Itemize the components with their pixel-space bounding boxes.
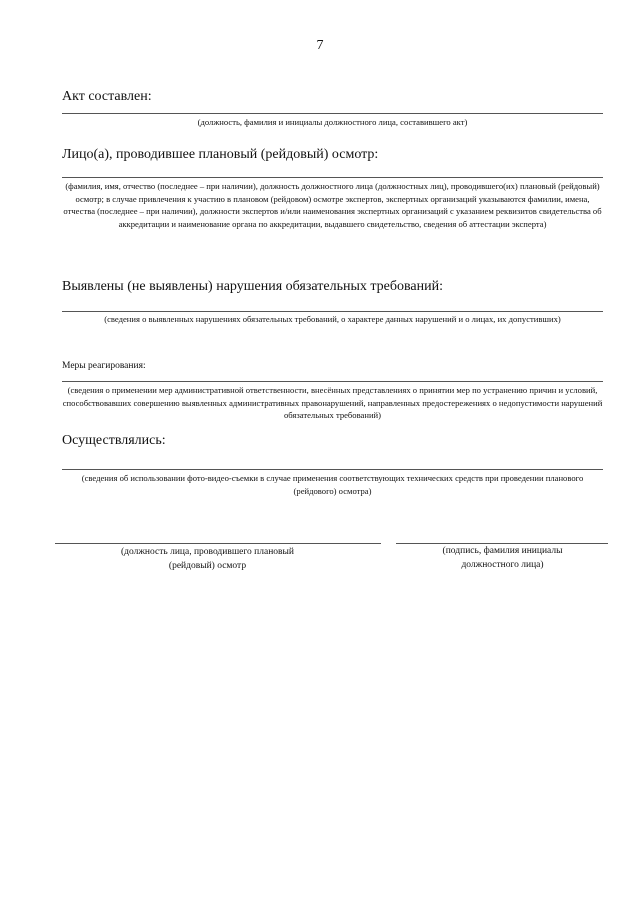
violations-heading: Выявлены (не выявлены) нарушения обязательных требований: <box>62 279 443 294</box>
signature-left-caption: (должность лица, проводившего плановый (рейдовый) осмотр <box>121 547 294 571</box>
inspector-line <box>62 177 603 178</box>
page-number: 7 <box>316 38 324 53</box>
response-heading: Меры реагирования: <box>62 361 146 371</box>
response-line <box>62 381 603 382</box>
performed-heading: Осуществлялись: <box>62 433 166 448</box>
violations-line <box>62 311 603 312</box>
response-caption: (сведения о применении мер административной ответственности, внесённых представлениях о принятии мер по устранению причин и условий, способствовавших совершению выявленных административных правонарушений, направленных предостережениях о недопустимости нарушений обязательных требований) <box>62 385 603 420</box>
violations-caption: (сведения о выявленных нарушениях обязательных требований, о характере данных нарушений и о лицах, их допустивших) <box>104 314 561 324</box>
act-compiled-caption: (должность, фамилия и инициалы должностного лица, составившего акт) <box>197 117 468 127</box>
act-compiled-heading: Акт составлен: <box>62 89 152 104</box>
inspector-heading: Лицо(а), проводившее плановый (рейдовый) осмотр: <box>62 147 379 162</box>
inspector-caption: (фамилия, имя, отчество (последнее – при наличии), должность должностного лица (должностных лиц), проводившего(их) плановый (рейдовый) осмотр; в случае привлечения к участию в плановом (рейдовом) осмотре экспертов, экспертных организаций указываются фамилии, имена, отчества (последнее – при наличии), должности экспертов и/или наименования экспертных организаций с указанием реквизитов свидетельства об аккредитации и наименование органа по аккредитации, выдавшего свидетельство, сведения об аттестации эксперта) <box>63 181 602 229</box>
performed-line <box>62 469 603 470</box>
signature-right-caption: (подпись, фамилия инициалы должностного лица) <box>442 546 563 570</box>
act-compiled-line <box>62 113 603 114</box>
performed-caption: (сведения об использовании фото-видео-съемки в случае применения соответствующих технических средств при проведении планового (рейдового) осмотра) <box>81 473 584 496</box>
signature-left-line <box>55 543 381 544</box>
